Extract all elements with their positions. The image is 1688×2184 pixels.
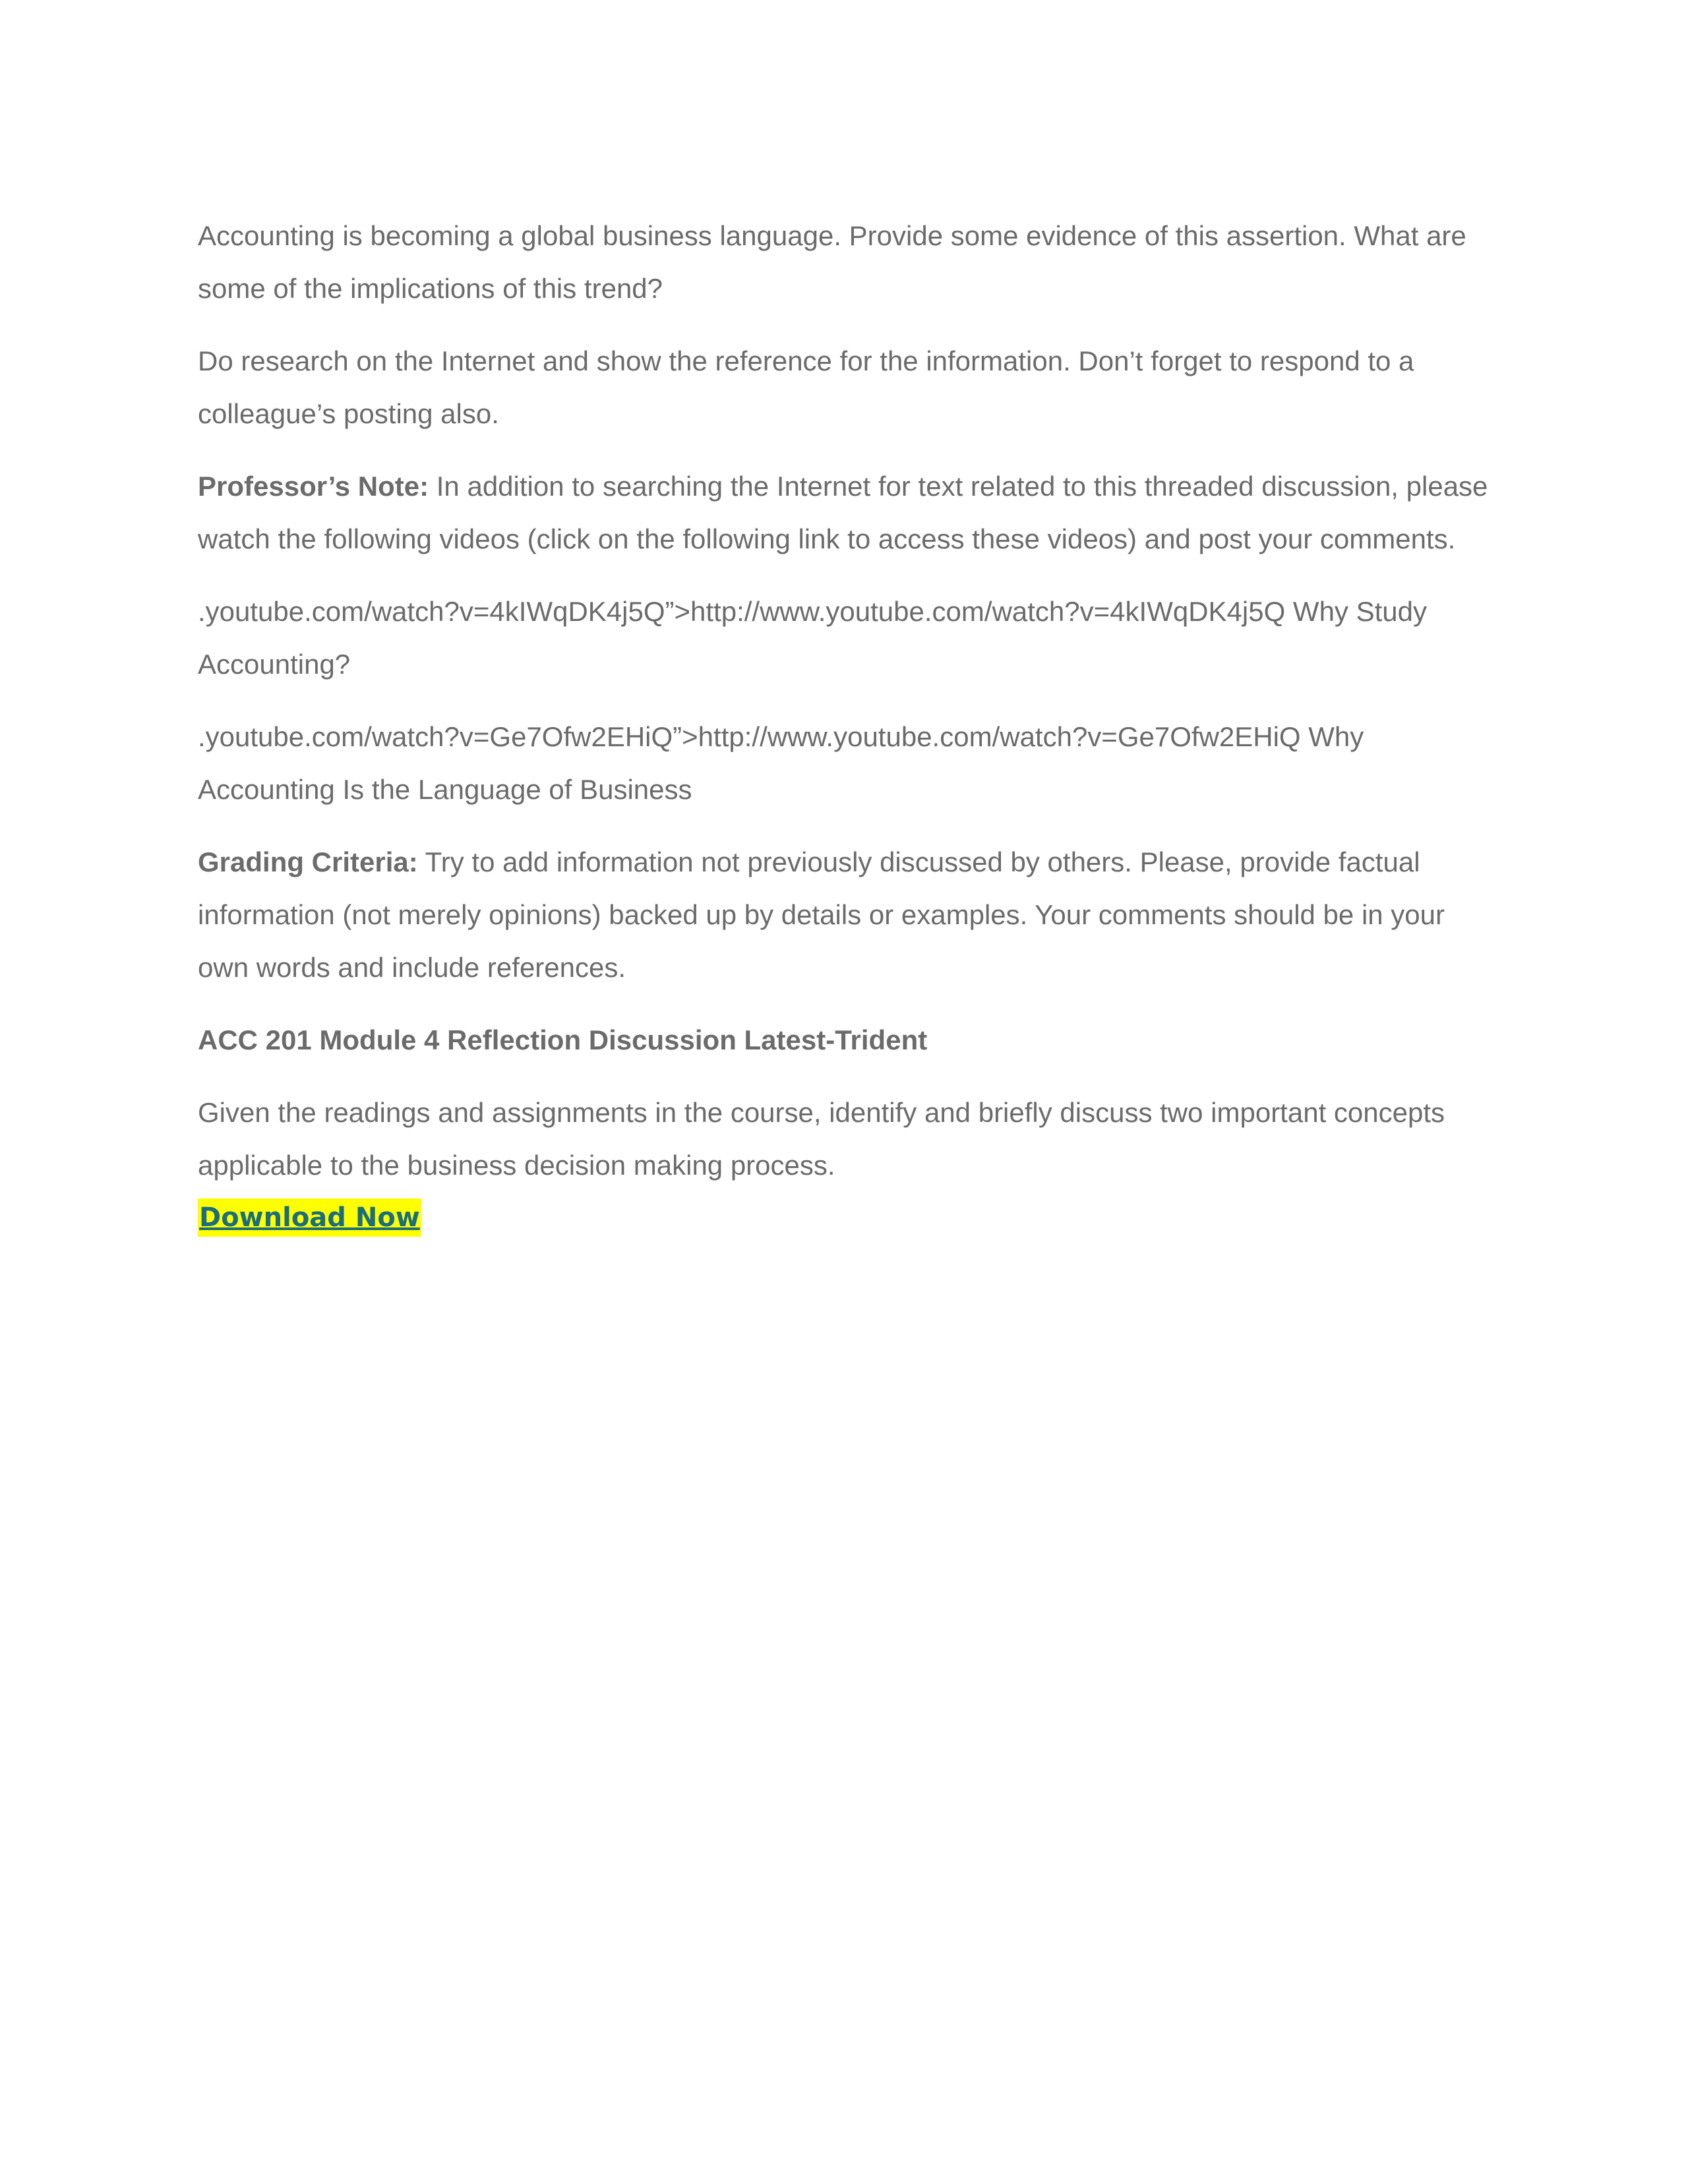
research-instruction: Do research on the Internet and show the reference for the information. Don’t forget to respond to a colleague’s posting also. [198,345,1414,429]
professor-note [198,460,1490,566]
professor-note-label: Professor’s Note: [198,471,429,502]
module-heading: ACC 201 Module 4 Reflection Discussion Latest-Trident [198,1024,928,1055]
intro-question: Accounting is becoming a global business language. Provide some evidence of this assertion. What are some of the implications of this trend? [198,220,1466,304]
grading-criteria-text: Try to add information not previously discussed by others. Please, provide factual information (not merely opinions) backed up by details or examples. Your comments should be in your own words and include references. [198,846,1445,983]
video-link-1: .youtube.com/watch?v=4kIWqDK4j5Q”>http://www.youtube.com/watch?v=4kIWqDK4j5Q Why Study Accounting? [198,596,1427,680]
grading-criteria [198,836,1490,994]
download-now-link[interactable]: Download Now [198,1198,421,1237]
grading-criteria-label: Grading Criteria: [198,846,418,877]
professor-note-text: In addition to searching the Internet for text related to this threaded discussion, please watch the following videos (click on the following link to access these videos) and post your comments. [198,471,1488,554]
document-page [198,210,1490,1237]
reflection-prompt: Given the readings and assignments in the course, identify and briefly discuss two important concepts applicable to the business decision making process. [198,1097,1445,1181]
video-link-2: .youtube.com/watch?v=Ge7Ofw2EHiQ”>http://www.youtube.com/watch?v=Ge7Ofw2EHiQ Why Accounting Is the Language of Business [198,721,1364,805]
